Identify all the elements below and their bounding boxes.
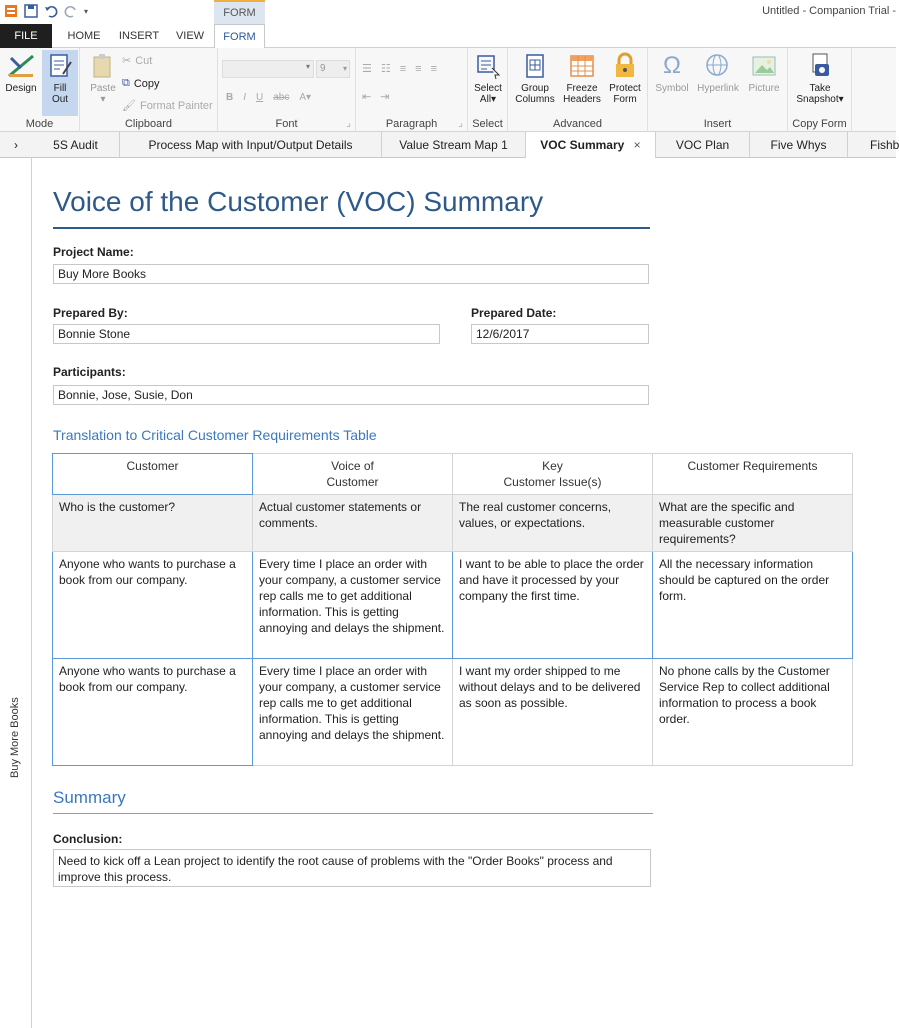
group-select (468, 48, 508, 132)
format-painter-button[interactable]: 🖌 Format Painter (122, 99, 213, 112)
conclusion-field[interactable]: Need to kick off a Lean project to identify the root cause of problems with the "Order Books" process and improve this process. (53, 849, 651, 887)
redo-icon[interactable] (64, 4, 78, 18)
select-all-button[interactable]: Select All▾ (471, 52, 505, 105)
table-cell[interactable]: I want to be able to place the order and have it processed by your company the first time. (453, 552, 653, 659)
title-bar (0, 0, 896, 24)
summary-underline (53, 813, 653, 814)
table-header-row (53, 454, 853, 495)
picture-icon (750, 52, 778, 80)
design-icon (7, 52, 35, 80)
group-columns-button[interactable]: Group Columns (513, 52, 557, 105)
ribbon-tabs (0, 24, 896, 48)
header-customer-requirements[interactable]: Customer Requirements (653, 454, 853, 495)
chevron-down-icon: ▾ (342, 64, 347, 73)
group-label-paragraph: Paragraph (385, 118, 438, 130)
tab-form[interactable]: FORM (214, 24, 265, 49)
doc-tab-process-map[interactable]: Process Map with Input/Output Details (120, 132, 382, 158)
picture-button[interactable]: Picture (744, 52, 784, 94)
omega-icon: Ω (663, 52, 681, 79)
header-voice-of-customer[interactable]: Voice of Customer (253, 454, 453, 495)
table-row (53, 552, 853, 659)
table-cell[interactable]: Anyone who wants to purchase a book from our company. (53, 552, 253, 659)
table-cell[interactable]: No phone calls by the Customer Service Rep to collect additional information to process a book order. (653, 659, 853, 766)
italic-icon[interactable]: I (243, 92, 247, 103)
table-cell[interactable]: Every time I place an order with your company, a customer service rep calls me to get additional information. This is getting annoying and delays the shipment. (253, 552, 453, 659)
form-canvas (32, 158, 896, 1028)
tab-home[interactable]: HOME (67, 30, 101, 42)
tab-insert[interactable]: INSERT (118, 30, 160, 42)
participants-field[interactable]: Bonnie, Jose, Susie, Don (53, 385, 649, 405)
doc-tab-voc-summary[interactable] (526, 132, 656, 159)
window-title: Untitled - Companion Trial - (762, 5, 896, 17)
ribbon (0, 48, 896, 132)
side-panel-label: Buy More Books (9, 697, 21, 778)
qat-dropdown-icon[interactable]: ▾ (84, 6, 89, 16)
table-section-heading: Translation to Critical Customer Requirements Table (53, 427, 377, 443)
app-logo-icon (4, 4, 18, 18)
table-cell[interactable]: What are the specific and measurable customer requirements? (653, 495, 853, 552)
group-insert (648, 48, 788, 132)
project-name-label: Project Name: (53, 245, 134, 259)
group-label-advanced: Advanced (553, 118, 602, 130)
underline-icon[interactable]: U (256, 92, 264, 103)
table-cell[interactable]: Every time I place an order with your company, a customer service rep calls me to get additional information. This is getting annoying and delays the shipment. (253, 659, 453, 766)
lock-icon (611, 52, 639, 80)
bullets-icon[interactable]: ☰ (362, 63, 372, 75)
tab-view[interactable]: VIEW (175, 30, 205, 42)
group-columns-icon (521, 52, 549, 80)
select-all-icon (474, 52, 502, 80)
group-mode (0, 48, 80, 132)
context-tab-form: FORM (214, 0, 265, 24)
doc-tab-value-stream-map[interactable]: Value Stream Map 1 (382, 132, 526, 158)
format-painter-icon: 🖌 (122, 100, 136, 112)
hyperlink-button[interactable]: Hyperlink (694, 52, 742, 94)
strikethrough-icon[interactable]: abc (273, 92, 290, 103)
table-cell[interactable]: Who is the customer? (53, 495, 253, 552)
doc-tab-5s-audit[interactable]: 5S Audit (32, 132, 120, 158)
dialog-launcher-icon[interactable]: ⌟ (346, 118, 351, 129)
group-font (218, 48, 356, 132)
font-color-icon[interactable]: A▾ (299, 92, 312, 103)
summary-heading: Summary (53, 788, 126, 807)
voc-table (52, 453, 853, 766)
freeze-headers-button[interactable]: Freeze Headers (560, 52, 604, 105)
group-copy-form (788, 48, 852, 132)
cut-button[interactable]: ✂ Cut (122, 54, 153, 67)
table-description-row (53, 495, 853, 552)
expand-panel-chevron-icon[interactable]: › (14, 138, 18, 152)
font-size-select[interactable]: 9 ▾ (316, 60, 350, 78)
side-panel[interactable] (0, 158, 32, 1028)
paragraph-align-buttons (362, 62, 437, 75)
align-left-icon[interactable]: ≡ (399, 62, 407, 75)
take-snapshot-button[interactable]: Take Snapshot▾ (792, 52, 848, 105)
camera-icon (806, 52, 834, 80)
prepared-date-field[interactable]: 12/6/2017 (471, 324, 649, 344)
project-name-field[interactable]: Buy More Books (53, 264, 649, 284)
doc-tab-five-whys[interactable]: Five Whys (750, 132, 848, 158)
prepared-by-label: Prepared By: (53, 306, 128, 320)
doc-tab-label: VOC Summary (540, 138, 625, 152)
doc-tab-voc-plan[interactable]: VOC Plan (656, 132, 750, 158)
header-key-customer-issues[interactable]: Key Customer Issue(s) (453, 454, 653, 495)
copy-button[interactable]: ⧉ Copy (122, 77, 160, 90)
group-clipboard (80, 48, 218, 132)
page-title: Voice of the Customer (VOC) Summary (53, 186, 544, 217)
participants-label: Participants: (53, 365, 126, 379)
table-row (53, 659, 853, 766)
table-cell[interactable]: I want my order shipped to me without delays and to be delivered as soon as possible. (453, 659, 653, 766)
group-label-clipboard: Clipboard (124, 118, 173, 130)
fill-out-icon (46, 52, 74, 80)
fill-out-button[interactable]: Fill Out (42, 50, 78, 116)
document-tabs (0, 132, 899, 158)
prepared-date-label: Prepared Date: (471, 306, 557, 320)
group-paragraph (356, 48, 468, 132)
decrease-indent-icon[interactable]: ⇤ (362, 91, 372, 103)
design-button[interactable]: Design (3, 52, 39, 94)
protect-form-button[interactable]: Protect Form (605, 52, 645, 105)
table-cell[interactable]: Actual customer statements or comments. (253, 495, 453, 552)
title-underline (53, 227, 650, 229)
numbering-icon[interactable]: ☷ (380, 63, 391, 75)
group-label-copy-form: Copy Form (792, 118, 847, 130)
chevron-down-icon: ▾ (305, 62, 310, 71)
header-customer[interactable]: Customer (53, 454, 253, 495)
tab-file[interactable]: FILE (0, 24, 52, 48)
freeze-headers-icon (568, 52, 596, 80)
group-label-mode: Mode (25, 118, 54, 130)
group-label-select: Select (472, 118, 503, 130)
cut-icon: ✂ (122, 55, 132, 67)
symbol-button[interactable]: Ω Symbol (655, 52, 689, 94)
paste-icon (89, 52, 117, 80)
group-advanced (508, 48, 648, 132)
quick-access-toolbar (4, 4, 88, 18)
conclusion-label: Conclusion: (53, 832, 123, 846)
doc-tab-fishbone[interactable]: Fishb (870, 138, 899, 152)
align-right-icon[interactable]: ≡ (430, 62, 438, 75)
copy-icon: ⧉ (122, 77, 130, 89)
save-icon[interactable] (24, 4, 38, 18)
close-icon[interactable]: × (633, 138, 641, 152)
paste-button[interactable]: Paste ▾ (86, 52, 120, 105)
undo-icon[interactable] (44, 4, 58, 18)
group-label-font: Font (275, 118, 298, 130)
indent-buttons (362, 90, 389, 103)
table-cell[interactable]: The real customer concerns, values, or expectations. (453, 495, 653, 552)
dialog-launcher-icon[interactable]: ⌟ (458, 118, 463, 129)
prepared-by-field[interactable]: Bonnie Stone (53, 324, 440, 344)
group-label-insert: Insert (703, 118, 732, 130)
font-format-buttons (226, 92, 311, 103)
table-cell[interactable]: Anyone who wants to purchase a book from our company. (53, 659, 253, 766)
bold-icon[interactable]: B (226, 92, 234, 103)
table-cell[interactable]: All the necessary information should be captured on the order form. (653, 552, 853, 659)
globe-link-icon (704, 52, 732, 80)
align-center-icon[interactable]: ≡ (415, 62, 422, 75)
increase-indent-icon[interactable]: ⇥ (380, 91, 390, 103)
font-family-select[interactable] (222, 60, 314, 78)
